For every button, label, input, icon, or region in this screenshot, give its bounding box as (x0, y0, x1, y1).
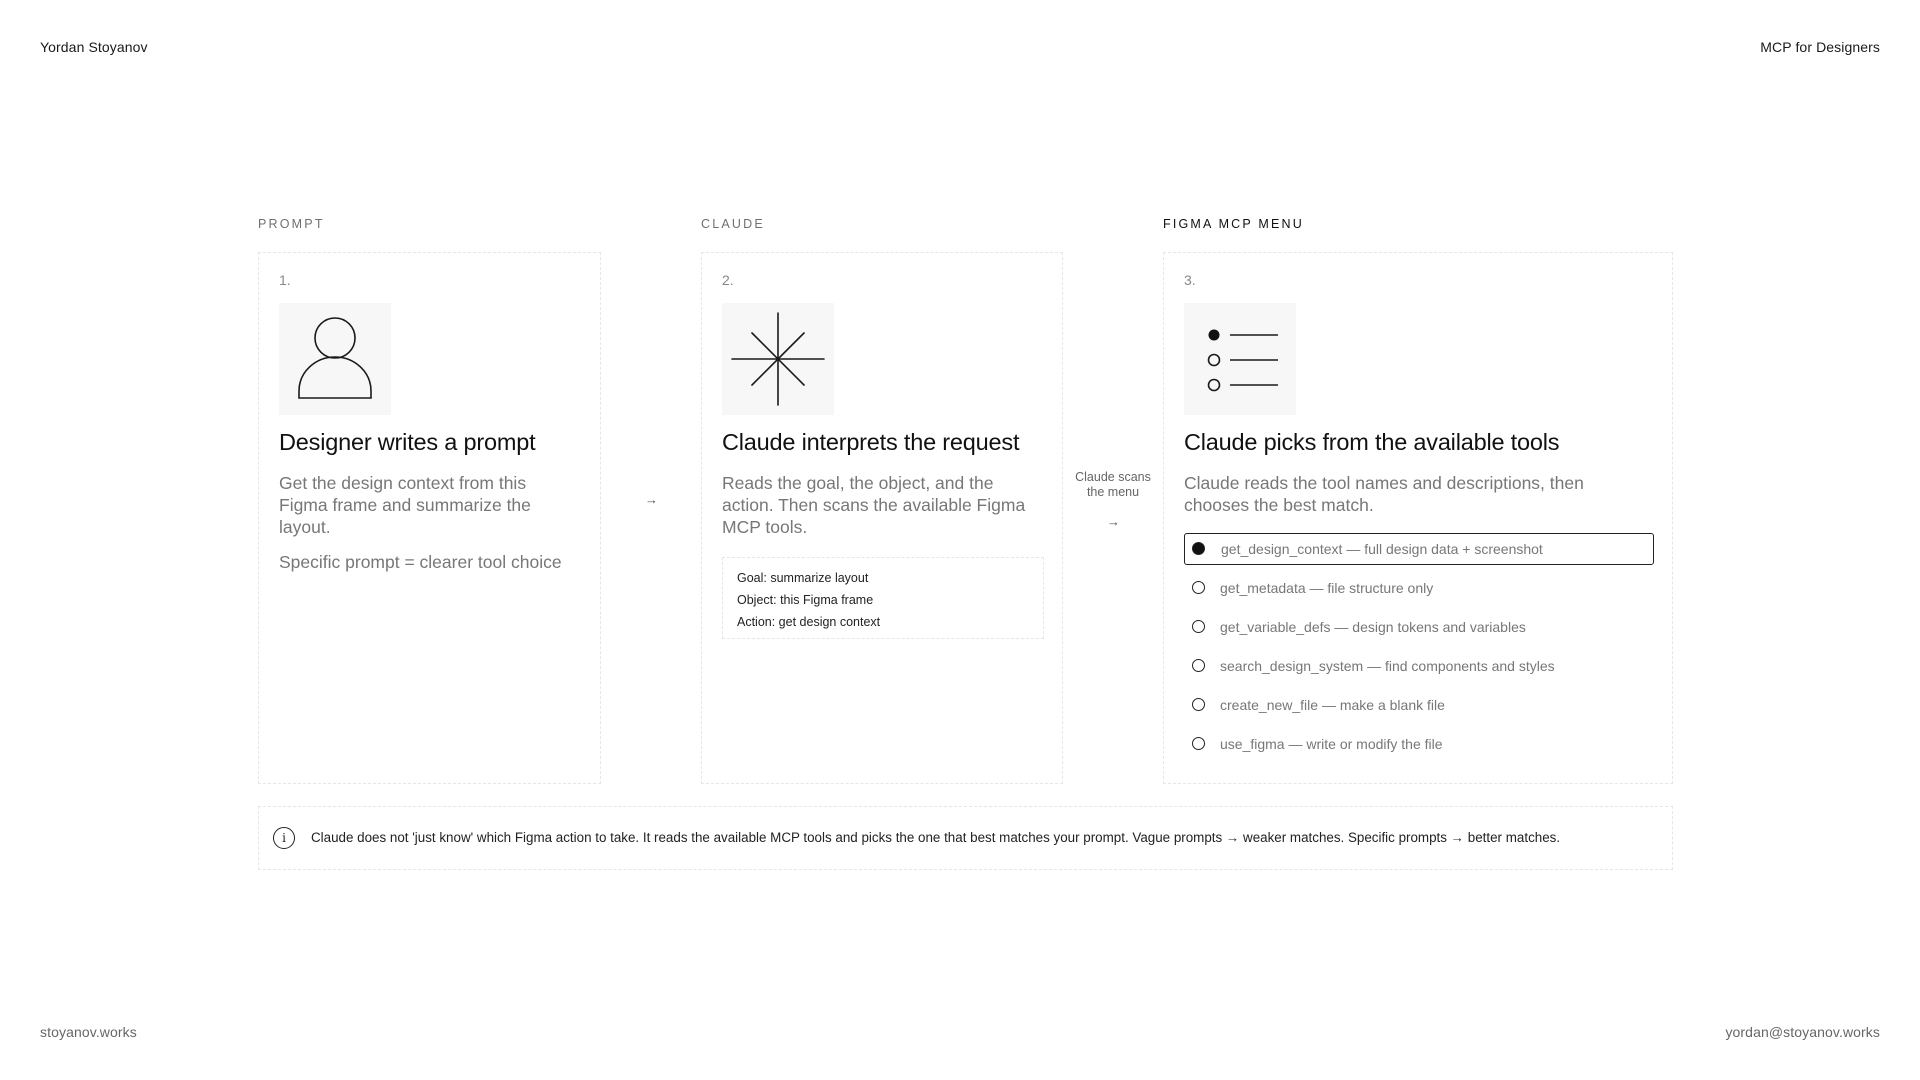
scan-label: Claude scans the menu (1075, 470, 1151, 499)
step-number: 2. (722, 272, 734, 288)
tool-option-search-design-system[interactable] (1184, 650, 1654, 682)
tool-option-create-new-file[interactable] (1184, 689, 1654, 721)
tool-option-label: get_variable_defs — design tokens and variables (1220, 619, 1526, 635)
author-name: Yordan Stoyanov (40, 39, 148, 55)
info-text: Claude does not 'just know' which Figma action to take. It reads the available MCP tools and picks the one that best matches your prompt. Vague prompts → weaker matches. Specific prompts → better matches. (311, 830, 1561, 845)
tool-option-label: get_metadata — file structure only (1220, 580, 1434, 596)
radio-empty-icon (1192, 620, 1205, 633)
intent-goal: Goal: summarize layout (737, 571, 869, 585)
radio-empty-icon (1192, 581, 1205, 594)
radio-selected-icon (1192, 542, 1205, 555)
flow-arrow: → (645, 492, 658, 507)
claude-card (701, 252, 1063, 784)
step-title: Claude picks from the available tools (1184, 429, 1560, 455)
deck-title: MCP for Designers (1760, 39, 1880, 55)
step-description: Get the design context from this Figma frame and summarize the layout. (279, 473, 531, 537)
tool-option-get-design-context[interactable] (1184, 533, 1654, 565)
intent-action: Action: get design context (737, 615, 881, 629)
column-label-claude: CLAUDE (701, 217, 765, 231)
tool-option-label: use_figma — write or modify the file (1220, 736, 1443, 752)
tool-list (1184, 533, 1654, 767)
radio-list-icon (1184, 303, 1296, 415)
step-title: Claude interprets the request (722, 429, 1020, 455)
step-number: 1. (279, 272, 291, 288)
tool-option-get-metadata[interactable] (1184, 572, 1654, 604)
radio-empty-icon (1192, 737, 1205, 750)
info-callout (258, 806, 1673, 870)
intent-object: Object: this Figma frame (737, 593, 874, 607)
intent-summary (722, 557, 1044, 639)
flow-arrow: → (1107, 514, 1120, 529)
tool-option-label: search_design_system — find components and styles (1220, 658, 1555, 674)
asterisk-spark-icon (722, 303, 834, 415)
info-icon: i (273, 827, 295, 849)
tool-option-get-variable-defs[interactable] (1184, 611, 1654, 643)
tool-option-label: get_design_context — full design data + screenshot (1221, 541, 1543, 557)
column-label-figma-mcp-menu: FIGMA MCP MENU (1163, 217, 1304, 231)
email-link[interactable]: yordan@stoyanov.works (1725, 1024, 1880, 1040)
step-description: Claude reads the tool names and descriptions, then chooses the best match. (1184, 473, 1584, 515)
step-note: Specific prompt = clearer tool choice (279, 552, 562, 572)
tool-option-use-figma[interactable] (1184, 728, 1654, 760)
radio-empty-icon (1192, 659, 1205, 672)
step-title: Designer writes a prompt (279, 429, 536, 455)
person-icon (279, 303, 391, 415)
step-description: Reads the goal, the object, and the action. Then scans the available Figma MCP tools. (722, 473, 1026, 537)
tool-option-label: create_new_file — make a blank file (1220, 697, 1445, 713)
radio-empty-icon (1192, 698, 1205, 711)
prompt-card (258, 252, 601, 784)
step-number: 3. (1184, 272, 1196, 288)
column-label-prompt: PROMPT (258, 217, 325, 231)
website-link[interactable]: stoyanov.works (40, 1024, 137, 1040)
figma-mcp-menu-card (1163, 252, 1673, 784)
